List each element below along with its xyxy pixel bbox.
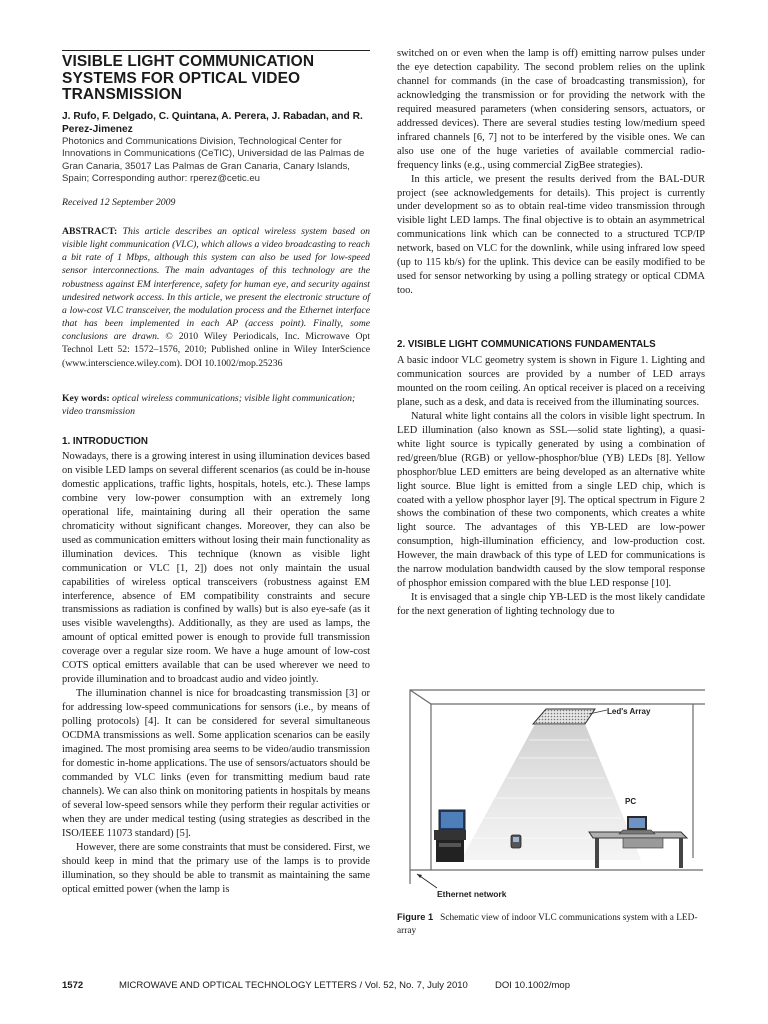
section-heading-vlc-fundamentals: 2. VISIBLE LIGHT COMMUNICATIONS FUNDAMENTALS <box>397 339 656 350</box>
figure-caption-label: Figure 1 <box>397 912 434 922</box>
author-list: J. Rufo, F. Delgado, C. Quintana, A. Perera, J. Rabadan, and R. Perez-Jimenez <box>62 111 363 135</box>
paragraph: Nowadays, there is a growing interest in using illumination devices based on visible LED lamps on several different scenarios (as could be in-house domestic applications, traffic lights, hospitals, hotels, etc.). These lamps combine very low-power consumption with an extremely long operational life, maintaining during all their operation the same chromaticity without significant changes. Moreover, they can also be used as communication emitters without losing their main functionality as illumination devices. This technique (known as visible light communication or VLC [1, 2]) does not only maintain the usual capabilities of wireless optical transceivers (robustness against EM interference, absence of EM compatibility constraints and secure transmissions as radiation is confined by walls) but is also eye-safe (as it uses visible wavelengths). Additionally, as they are used as lamps, the amount of optical emitted power is enough to provide full transmission coverage over a regular size room. We have a huge amount of low-cost COTS optical emitters available that can be used wherever we need to provide illumination and to broadcast audio and video jointly. <box>62 451 370 686</box>
paragraph: In this article, we present the results derived from the BAL-DUR project (see acknowledgements for details). This project is currently under development so as to obtain real-time video transmission through visible light LED lamps. The final objective is to obtain an asymmetrical communications link which can be connected to a structured TCP/IP network, based on VLC for the downlink, while using infrared low speed (up to 115 kb/s) for the uplink. This device can be easily modified to be used for sensor networking by using a polling strategy or optical CDMA too. <box>397 173 705 297</box>
received-date: Received 12 September 2009 <box>62 197 176 208</box>
paragraph: switched on or even when the lamp is off) emitting narrow pulses under the eye detection capability. The second problem relies on the uplink channel for commands (in the case of broadcasting transmission), for acknowledging the transmission or for providing the network with the required measured parameters (when considering sensors, actuators, or addressed devices). There are several studies testing low/medium speed infrared channels [6, 7] not to be interfered by the visible ones. We can also use one of the huge varieties of available commercial radio-frequency links (e.g., using commercial ZigBee strategies). <box>397 48 705 171</box>
television-icon <box>434 810 466 862</box>
pc-label: PC <box>625 797 637 806</box>
article-title: VISIBLE LIGHT COMMUNICATION SYSTEMS FOR OPTICAL VIDEO TRANSMISSION <box>62 53 315 103</box>
introduction-body <box>62 450 370 897</box>
figure-caption-text: Schematic view of indoor VLC communications system with a LED-array <box>397 913 698 936</box>
section-heading-introduction: 1. INTRODUCTION <box>62 436 148 447</box>
journal-citation: MICROWAVE AND OPTICAL TECHNOLOGY LETTERS / Vol. 52, No. 7, July 2010 <box>119 980 468 991</box>
affiliation: Photonics and Communications Division, Technological Center for Innovations in Communications (CeTIC), Universidad de las Palmas de Gran Canaria, 35017 Las Palmas de Gran Canaria, Canary Islands, Spain; Corresponding author: rperez@cetic.eu <box>62 136 365 184</box>
title-rule <box>62 50 370 51</box>
right-column-continuation <box>397 47 705 298</box>
paragraph: The illumination channel is nice for broadcasting transmission [3] or for addressing low-speed communications for sensors (i.e., by means of polling protocols) [4]. It can be considered for several simultaneous OCDMA transmissions as well. Some application scenarios can be easily imagined. The most promising area seems to be video/audio transmission for domestic in-home applications. The use of sensors/actuators should be commanded by VLC links (even for transmitting medium baud rate channels). We can also think on monitoring patients in hospitals by means of several low-speed sensors while they perform their regular activities or when they are under medical testing (using strategies as described in the ISO/IEEE 11073 standard) [5]. <box>62 688 370 839</box>
keywords-text: optical wireless communications; visible light communication; video transmission <box>62 393 356 417</box>
publication-info: © 2010 Wiley Periodicals, Inc. Microwave Opt Technol Lett 52: 1572–1576, 2010; Published online in Wiley InterScience (www.interscience.wiley.com). DOI 10.1002/mop.25236 <box>62 331 371 369</box>
figure-caption <box>397 911 705 937</box>
receiver-device-icon <box>511 835 521 848</box>
page-number: 1572 <box>62 980 84 991</box>
paragraph: A basic indoor VLC geometry system is shown in Figure 1. Lighting and communication sources are provided by a number of LED arrays mounted on the room ceiling. An optical receiver is placed on a receiving plane, such as a desk, and data is received from the illuminating sources. <box>397 355 705 408</box>
footer-doi: DOI 10.1002/mop <box>495 980 570 991</box>
keywords-label: Key words: <box>62 393 110 404</box>
paragraph: However, there are some constraints that must be considered. First, we should keep in mind that the primary use of the lamps is to provide illumination, so they should be able to transmit as maintaining the same optical emitted power (when the lamp is <box>62 841 370 895</box>
vlc-fundamentals-body <box>397 354 705 619</box>
figure-1-vlc-room-schematic <box>403 688 707 902</box>
abstract-label: ABSTRACT: <box>62 226 118 237</box>
paragraph: It is envisaged that a single chip YB-LED is the most likely candidate for the next generation of lighting technology due to <box>397 592 705 618</box>
led-array-label: Led's Array <box>607 707 651 716</box>
abstract <box>62 225 370 370</box>
paragraph: Natural white light contains all the colors in visible light spectrum. In LED illumination (also known as SSL—solid state lighting), a quasi-white light source is typically generated by using a combination of red/green/blue (RGB) or yellow-phosphor/blue (YB) LEDs [8]. Yellow phosphor/blue LED emitters are being developed as an alternative white light source. Blue light is emitted from a single LED chip, which is coated with a yellow phosphor layer [9]. The optical spectrum in Figure 2 shows the combination of these two components, which creates a white light source. The advantages of this YB-LED are low-power consumption, high-illumination efficiency, and low-production cost. However, the main drawback of this type of LED for communications is the narrow modulation bandwidth caused by the slow temporal response of phosphor emission compared with the blue LED response [10]. <box>397 410 705 590</box>
abstract-text: This article describes an optical wireless system based on visible light communication (VLC), which allows a video broadcasting to reach a bit rate of 1 Mbps, although this system can also be used for low-speed sensor interconnections. The main advantages of this technology are the robustness against EM interference, safety for human eye, and security against undesired network access. In this article, we present the electronic structure of a low-cost VLC transceiver, the modulation process and the Ethernet interface that has been implemented in each AP (access point). Finally, some conclusions are drawn. <box>62 226 371 343</box>
keywords <box>62 392 370 418</box>
ethernet-label: Ethernet network <box>437 889 507 899</box>
